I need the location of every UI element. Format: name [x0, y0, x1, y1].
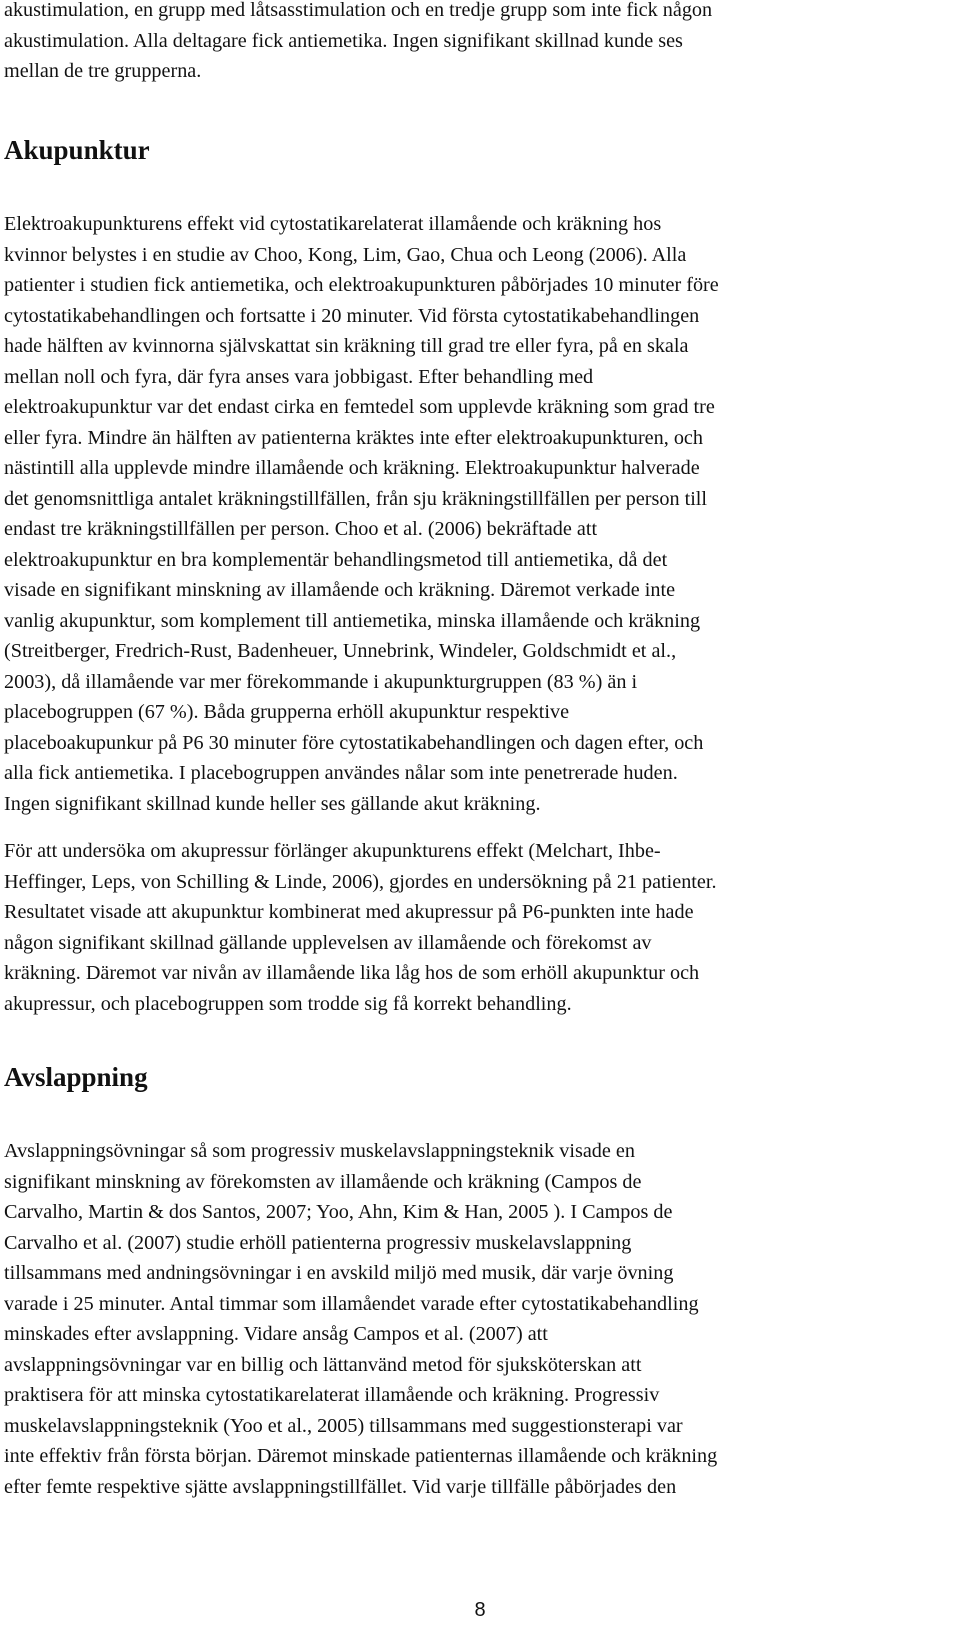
text-line: patienter i studien fick antiemetika, och elektroakupunkturen påbörjades 10 minuter före — [4, 274, 719, 296]
text-line: elektroakupunktur var det endast cirka en femtedel som upplevde kräkning som grad tre — [4, 396, 715, 418]
text-line: vanlig akupunktur, som komplement till antiemetika, minska illamående och kräkning — [4, 609, 701, 632]
text-line: mellan de tre grupperna. — [4, 60, 202, 82]
text-line: visade en signifikant minskning av illamående och kräkning. Däremot verkade inte — [4, 579, 676, 601]
text-line: kräkning. Däremot var nivån av illamående lika låg hos de som erhöll akupunktur och — [4, 962, 700, 984]
text-line: (Streitberger, Fredrich-Rust, Badenheuer, Unnebrink, Windeler, Goldschmidt et al., — [4, 640, 677, 662]
text-line: akustimulation. Alla deltagare fick antiemetika. Ingen signifikant skillnad kunde ses — [4, 29, 683, 52]
text-line: varade i 25 minuter. Antal timmar som illamåendet varade efter cytostatikabehandling — [4, 1292, 699, 1315]
text-line: eller fyra. Mindre än hälften av patienterna kräktes inte efter elektroakupunkturen, och — [4, 426, 703, 449]
text-line: alla fick antiemetika. I placebogruppen användes nålar som inte penetrerade huden. — [4, 762, 678, 784]
text-line: akupressur, och placebogruppen som trodde sig få korrekt behandling. — [4, 992, 572, 1015]
text-line: placeboakupunkur på P6 30 minuter före cytostatikabehandlingen och dagen efter, och — [4, 731, 704, 754]
text-line: minskades efter avslappning. Vidare ansåg Campos et al. (2007) att — [4, 1323, 548, 1345]
text-line: kvinnor belystes i en studie av Choo, Kong, Lim, Gao, Chua och Leong (2006). Alla — [4, 243, 687, 266]
text-line: hade hälften av kvinnorna självskattat sin kräkning till grad tre eller fyra, på en skala — [4, 335, 689, 357]
text-line: Heffinger, Leps, von Schilling & Linde, 2006), gjordes en undersökning på 21 patienter. — [4, 870, 717, 893]
text-line: nästintill alla upplevde mindre illamående och kräkning. Elektroakupunktur halverade — [4, 457, 700, 479]
akupunktur-paragraph-1 — [4, 209, 956, 819]
text-line: det genomsnittliga antalet kräkningstillfällen, från sju kräkningstillfällen per person till — [4, 487, 708, 510]
text-line: Carvalho, Martin & dos Santos, 2007; Yoo, Ahn, Kim & Han, 2005 ). I Campos de — [4, 1201, 673, 1223]
text-line: placebogruppen (67 %). Båda grupperna erhöll akupunktur respektive — [4, 701, 570, 723]
text-line: Elektroakupunkturens effekt vid cytostatikarelaterat illamående och kräkning hos — [4, 213, 662, 235]
section-heading-akupunktur: Akupunktur — [4, 135, 150, 165]
text-line: efter femte respektive sjätte avslappningstillfället. Vid varje tillfälle påbörjades den — [4, 1475, 677, 1498]
text-line: Resultatet visade att akupunktur kombinerat med akupressur på P6-punkten inte hade — [4, 901, 694, 923]
akupunktur-paragraph-2 — [4, 836, 956, 1019]
text-line: Ingen signifikant skillnad kunde heller ses gällande akut kräkning. — [4, 792, 541, 815]
text-line: mellan noll och fyra, där fyra anses vara jobbigast. Efter behandling med — [4, 365, 594, 388]
text-line: någon signifikant skillnad gällande upplevelsen av illamående och förekomst av — [4, 931, 652, 954]
intro-paragraph — [4, 0, 956, 87]
text-line: inte effektiv från första början. Däremot minskade patienternas illamående och kräkning — [4, 1445, 718, 1467]
text-line: cytostatikabehandlingen och fortsatte i 20 minuter. Vid första cytostatikabehandlingen — [4, 304, 700, 327]
text-line: akustimulation, en grupp med låtsasstimulation och en tredje grupp som inte fick någon — [4, 0, 713, 21]
avslappning-paragraph-1 — [4, 1136, 956, 1502]
text-line: Avslappningsövningar så som progressiv muskelavslappningsteknik visade en — [4, 1140, 635, 1162]
text-line: För att undersöka om akupressur förlänger akupunkturens effekt (Melchart, Ihbe- — [4, 840, 661, 862]
text-line: tillsammans med andningsövningar i en avskild miljö med musik, där varje övning — [4, 1262, 674, 1284]
text-line: praktisera för att minska cytostatikarelaterat illamående och kräkning. Progressiv — [4, 1384, 660, 1406]
text-line: Carvalho et al. (2007) studie erhöll patienterna progressiv muskelavslappning — [4, 1231, 632, 1254]
text-line: 2003), då illamående var mer förekommande i akupunkturgruppen (83 %) än i — [4, 670, 638, 693]
section-heading-avslappning: Avslappning — [4, 1062, 148, 1092]
text-line: signifikant minskning av förekomsten av illamående och kräkning (Campos de — [4, 1170, 642, 1193]
text-line: endast tre kräkningstillfällen per person. Choo et al. (2006) bekräftade att — [4, 518, 598, 540]
text-line: avslappningsövningar var en billig och lättanvänd metod för sjuksköterskan att — [4, 1353, 642, 1376]
text-line: elektroakupunktur en bra komplementär behandlingsmetod till antiemetika, då det — [4, 548, 668, 571]
text-line: muskelavslappningsteknik (Yoo et al., 2005) tillsammans med suggestionsterapi var — [4, 1414, 683, 1437]
page-number: 8 — [474, 1599, 486, 1621]
